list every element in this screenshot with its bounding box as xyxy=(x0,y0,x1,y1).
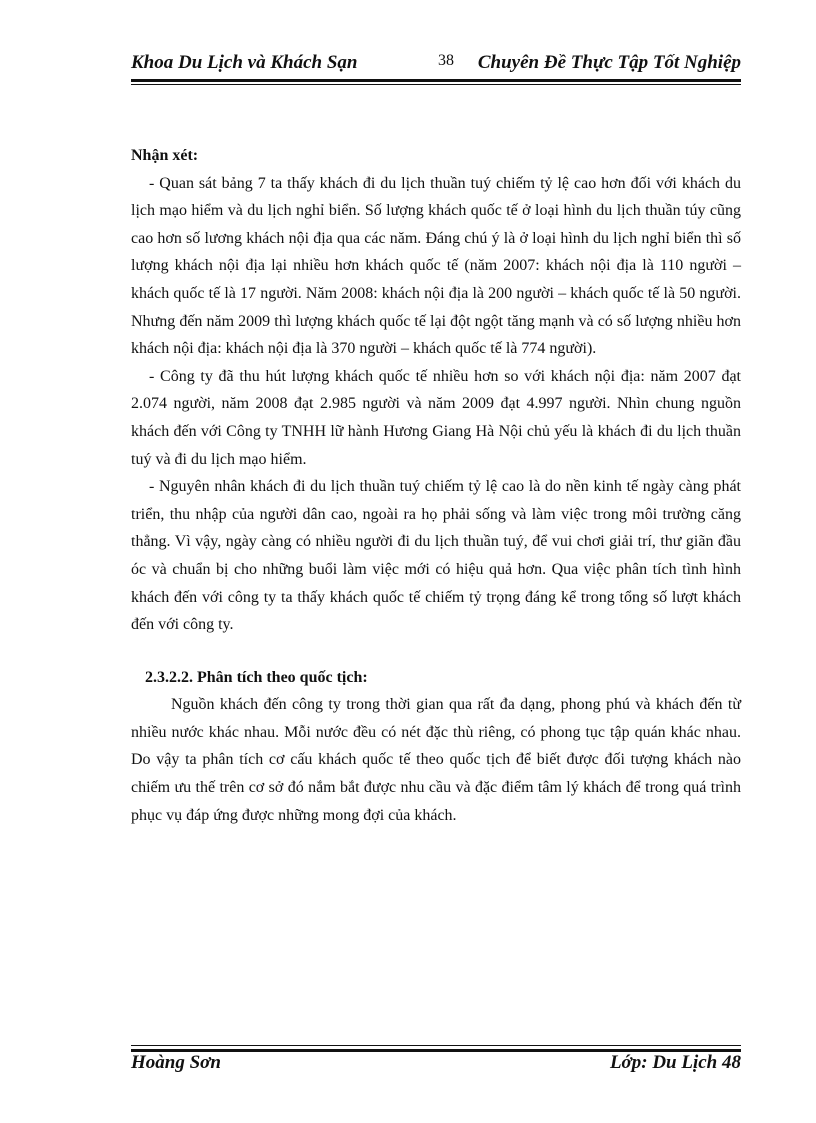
header-rule-thick xyxy=(131,79,741,82)
body-paragraph: - Nguyên nhân khách đi du lịch thuần tuý chiếm tỷ lệ cao là do nền kinh tế ngày càng phát triển, thu nhập của người dân cao, ngoài ra họ phải sống và làm việc trong môi trường căng thẳng. Vì vậy, ngày càng có nhiều người đi du lịch thuần tuý, để vui chơi giải trí, thư giãn đầu óc và chuẩn bị cho những buổi làm việc mới có hiệu quả hơn. Qua việc phân tích tình hình khách đến với công ty ta thấy khách quốc tế chiếm tỷ trọng đáng kể trong tổng số lượt khách đến với công ty. xyxy=(131,478,741,634)
header-rule-thin xyxy=(131,84,741,85)
header-document-title: Chuyên Đề Thực Tập Tốt Nghiệp xyxy=(477,52,741,73)
header-faculty: Khoa Du Lịch và Khách Sạn xyxy=(131,52,358,73)
remarks-heading: Nhận xét: xyxy=(131,147,199,164)
section-paragraph: Nguồn khách đến công ty trong thời gian qua rất đa dạng, phong phú và khách đến từ nhiều nước khác nhau. Mỗi nước đều có nét đặc thù riêng, có phong tục tập quán khác nhau. Do vậy ta phân tích cơ cấu khách quốc tế theo quốc tịch để biết được đối tượng khách nào chiếm ưu thế trên cơ sở đó nắm bắt được nhu cầu và đặc điểm tâm lý khách để trong quá trình phục vụ đáp ứng được những mong đợi của khách. xyxy=(131,696,741,824)
footer-class: Lớp: Du Lịch 48 xyxy=(609,1052,741,1073)
page-header xyxy=(131,50,741,78)
page-number: 38 xyxy=(438,52,454,69)
page-footer xyxy=(131,1052,741,1080)
page-body xyxy=(131,142,741,829)
body-paragraph: - Quan sát bảng 7 ta thấy khách đi du lịch thuần tuý chiếm tỷ lệ cao hơn đối với khách du lịch mạo hiểm và du lịch nghỉ biển. Số lượng khách quốc tế ở loại hình du lịch thuần túy cũng cao hơn số lương khách nội địa qua các năm. Đáng chú ý là ở loại hình du lịch nghỉ biển thì số lượng khách nội địa lại nhiều hơn khách quốc tế (năm 2007: khách nội địa là 110 người – khách quốc tế là 17 người. Năm 2008: khách nội địa là 200 người – khách quốc tế là 50 người. Nhưng đến năm 2009 thì lượng khách quốc tế lại đột ngột tăng mạnh và có số lượng nhiều hơn khách nội địa: khách nội địa là 370 người – khách quốc tế là 774 người). xyxy=(131,174,741,358)
footer-rule-thin xyxy=(131,1045,741,1046)
section-heading: 2.3.2.2. Phân tích theo quốc tịch: xyxy=(145,668,368,686)
footer-author: Hoàng Sơn xyxy=(131,1052,221,1073)
body-paragraph: - Công ty đã thu hút lượng khách quốc tế nhiều hơn so với khách nội địa: năm 2007 đạt 2.074 người, năm 2008 đạt 2.985 người và năm 2009 đạt 4.997 người. Nhìn chung nguồn khách đến với Công ty TNHH lữ hành Hương Giang Hà Nội chủ yếu là khách đi du lịch thuần tuý và đi du lịch mạo hiểm. xyxy=(131,367,741,468)
